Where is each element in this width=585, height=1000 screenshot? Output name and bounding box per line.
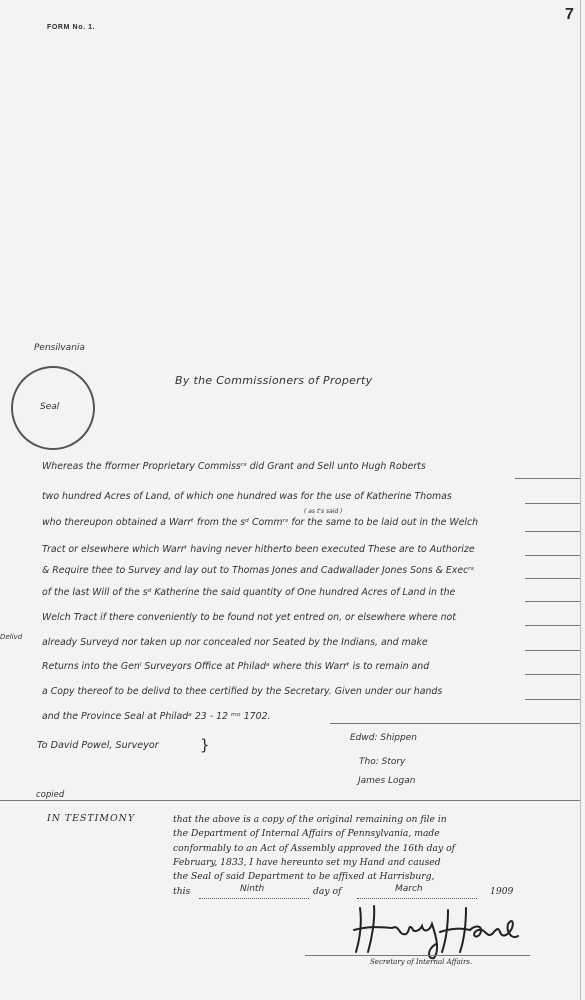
signatory: Tho: Story [359, 757, 406, 767]
ruled-line [525, 503, 580, 504]
warrant-line: Tract or elsewhere which Warrᵗ having never hitherto been executed These are to Authorize [42, 544, 475, 555]
day-blank [199, 898, 309, 899]
testimony-label: IN TESTIMONY [47, 813, 136, 824]
warrant-line: and the Province Seal at Philadᵃ 23 - 12 ᵐᵒ 1702. [42, 711, 271, 722]
addressee: To David Powel, Surveyor [37, 740, 159, 751]
warrant-line: & Require thee to Survey and lay out to Thomas Jones and Cadwallader Jones Sons & Execʳˢ [42, 565, 475, 576]
document-title: By the Commissioners of Property [175, 374, 373, 387]
warrant-line: a Copy thereof to be delivd to thee certified by the Secretary. Given under our hands [42, 686, 443, 697]
ruled-line [525, 531, 580, 532]
testimony-line: the Seal of said Department to be affixed at Harrisburg, [173, 871, 435, 882]
secretary-signature [348, 900, 528, 960]
copied-note: copied [36, 790, 65, 800]
ruled-line [525, 578, 580, 579]
interlineation-note: ( as t's said ) [304, 508, 343, 515]
warrant-line: Whereas the fformer Proprietary Commissʳˢ did Grant and Sell unto Hugh Roberts [42, 461, 426, 472]
ruled-line [525, 625, 580, 626]
day-of-label: day of [313, 886, 342, 897]
form-number: FORM No. 1. [47, 24, 96, 31]
section-divider [0, 800, 580, 801]
day-value: Ninth [240, 884, 265, 894]
ruled-line [515, 478, 580, 479]
month-value: March [395, 884, 423, 894]
secretary-title: Secretary of Internal Affairs. [370, 958, 473, 966]
signatory: James Logan [358, 776, 416, 786]
warrant-line: Welch Tract if there conveniently to be found not yet entred on, or elsewhere where not [42, 612, 456, 623]
ruled-line [525, 674, 580, 675]
warrant-line: of the last Will of the sᵈ Katherine the said quantity of One hundred Acres of Land in the [42, 587, 456, 598]
year-value: 1909 [490, 886, 514, 897]
seal-label: Seal [40, 402, 60, 412]
warrant-line: Returns into the Genˡ Surveyors Office at Philadᵃ where this Warrᵗ is to remain and [42, 661, 430, 672]
testimony-line: the Department of Internal Affairs of Pennsylvania, made [173, 828, 440, 839]
month-blank [357, 898, 477, 899]
ruled-line [330, 723, 580, 724]
testimony-line: that the above is a copy of the original remaining on file in [173, 814, 447, 825]
ruled-line [525, 650, 580, 651]
warrant-line: already Surveyd nor taken up nor concealed nor Seated by the Indians, and make [42, 637, 428, 648]
testimony-line: February, 1833, I have hereunto set my Hand and caused [173, 857, 441, 868]
page-edge-line [580, 0, 581, 1000]
ruled-line [525, 601, 580, 602]
warrant-line: two hundred Acres of Land, of which one hundred was for the use of Katherine Thomas [42, 491, 452, 502]
signature-line [305, 955, 530, 956]
ruled-line [525, 699, 580, 700]
testimony-line: conformably to an Act of Assembly approved the 16th day of [173, 843, 456, 854]
page-number: 7 [565, 6, 574, 23]
signatory: Edwd: Shippen [350, 733, 417, 743]
warrant-line: who thereupon obtained a Warrᵗ from the sᵈ Commʳˢ for the same to be laid out in the Welch [42, 517, 479, 528]
ruled-line [525, 555, 580, 556]
province-heading: Pensilvania [34, 343, 85, 353]
margin-note: Delivd [0, 633, 23, 641]
brace-mark: } [200, 736, 210, 754]
date-prefix: this [173, 886, 191, 897]
